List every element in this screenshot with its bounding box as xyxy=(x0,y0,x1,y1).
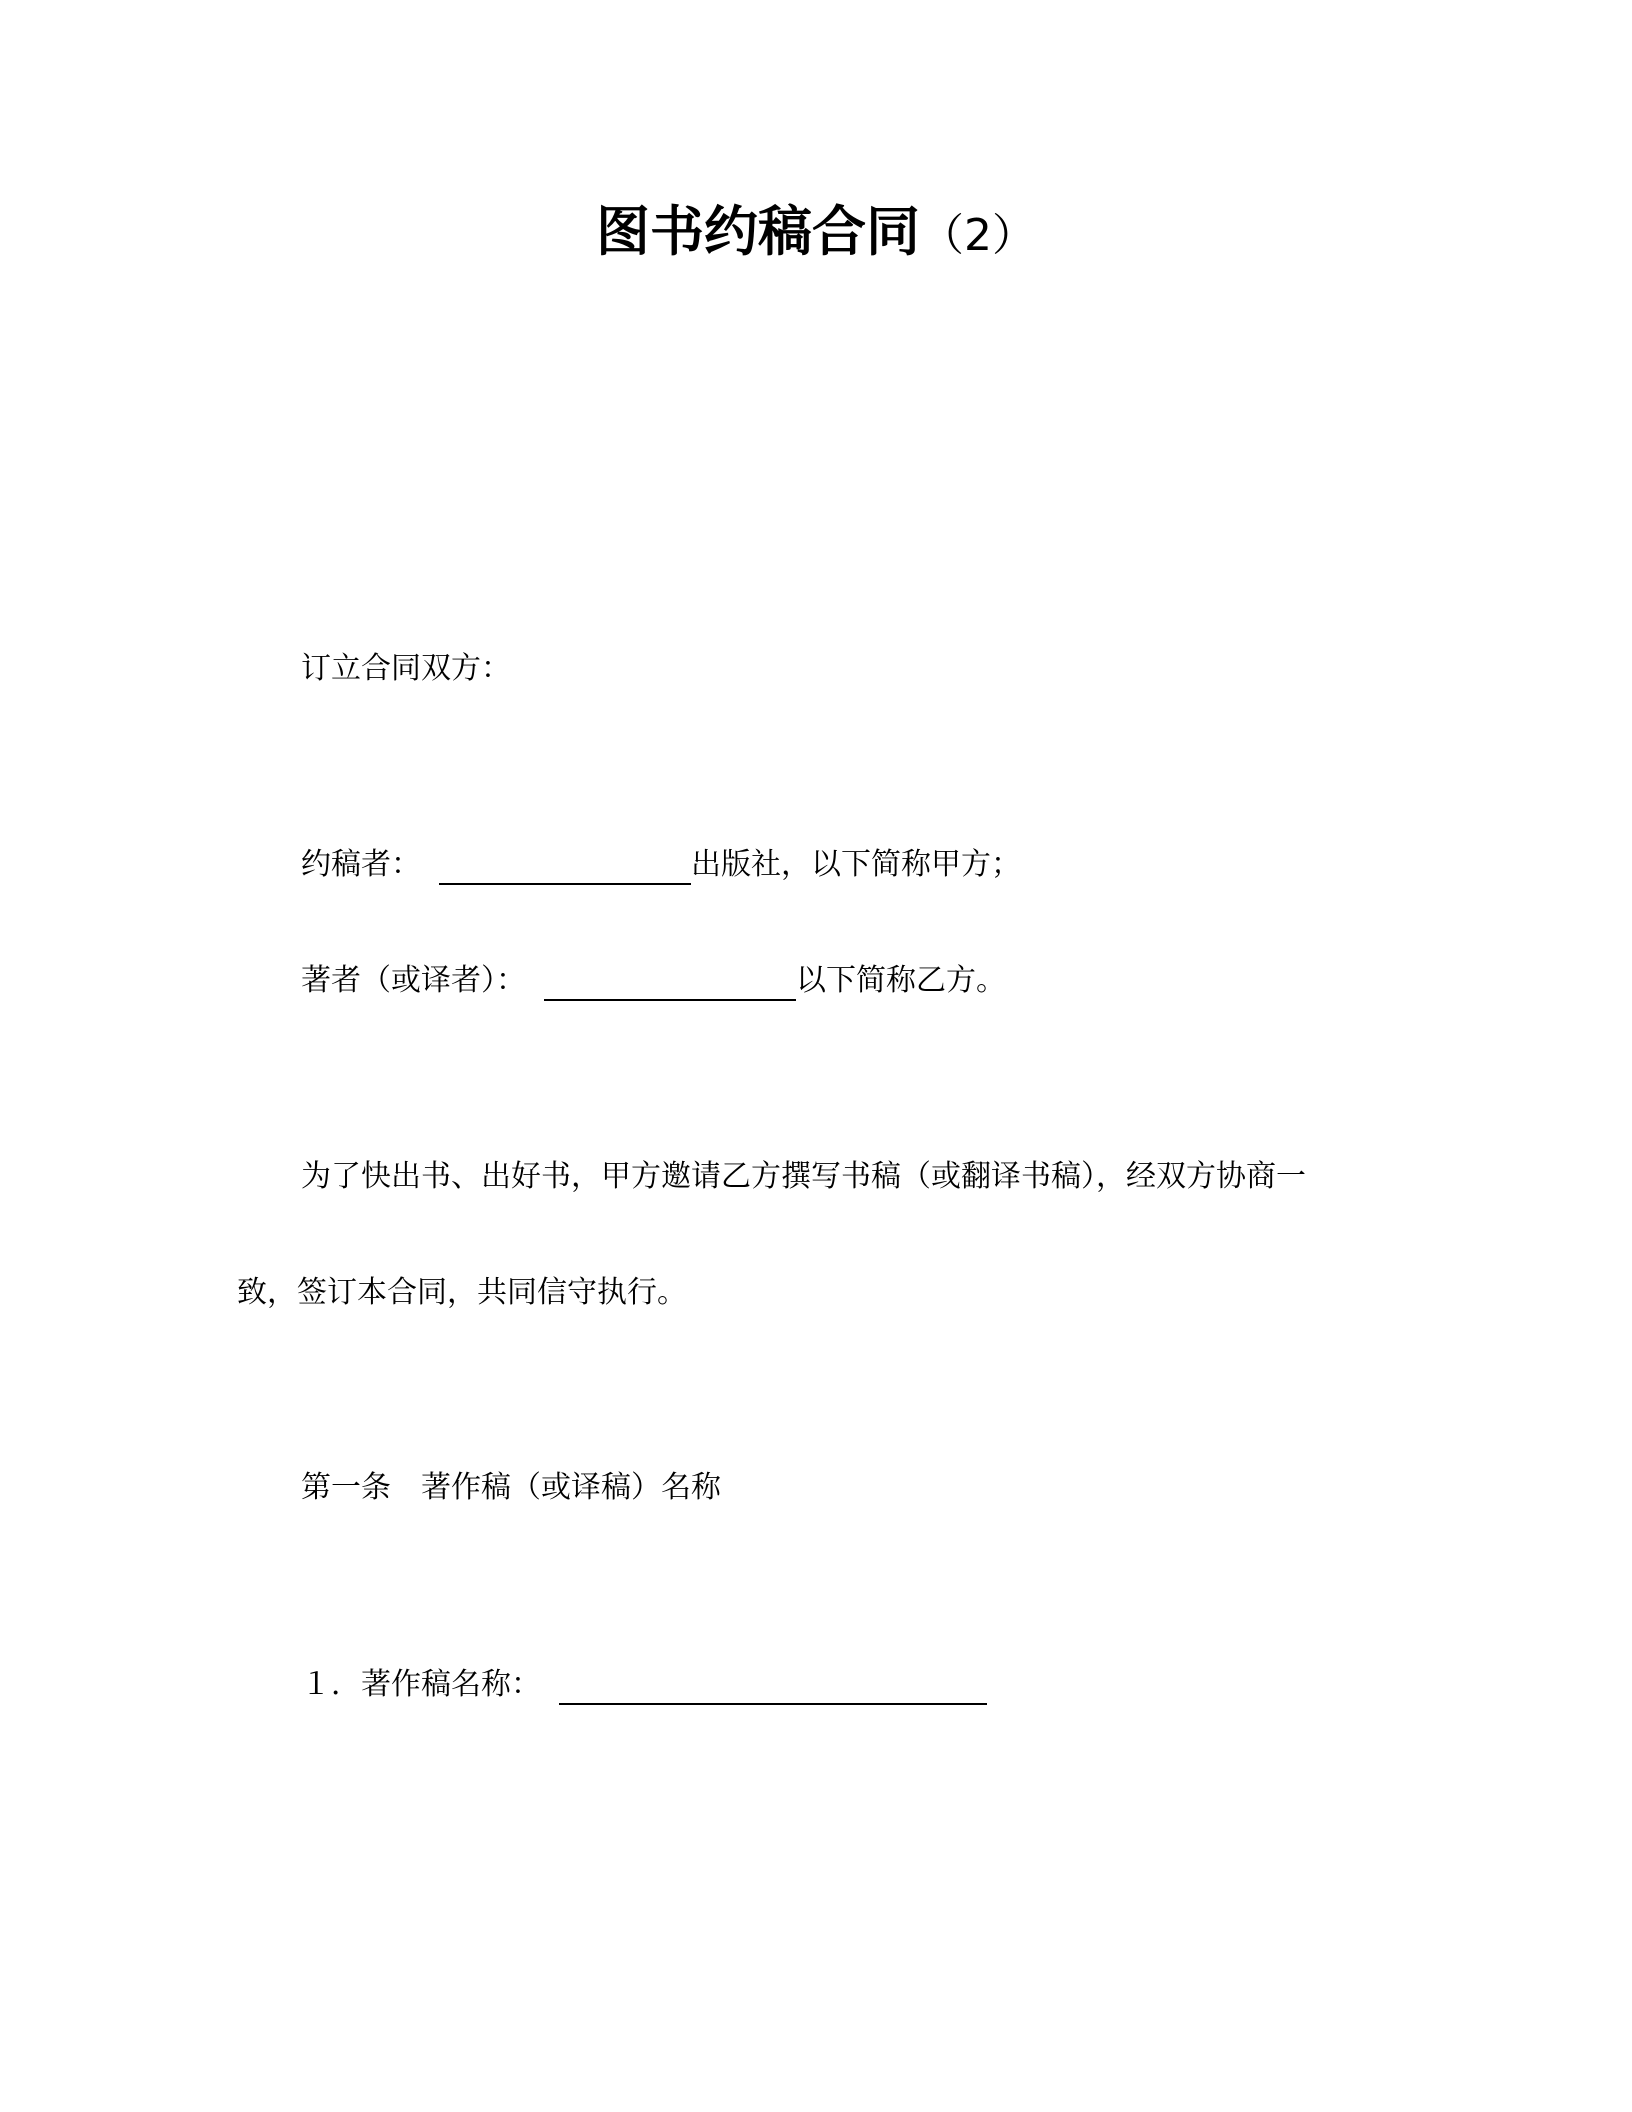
party-a-label: 约稿者： xyxy=(301,847,421,882)
party-b-blank[interactable] xyxy=(544,965,796,1001)
article-1-item-1 xyxy=(301,1665,987,1705)
party-a-suffix: 出版社，以下简称甲方； xyxy=(691,847,1021,882)
party-b-label: 著者（或译者）： xyxy=(301,963,526,998)
title-suffix: （2） xyxy=(920,210,1036,261)
party-b-suffix: 以下简称乙方。 xyxy=(796,963,1006,998)
parties-heading: 订立合同双方： xyxy=(301,651,511,686)
document-title xyxy=(0,196,1632,272)
item-1-label: １．著作稿名称： xyxy=(301,1667,541,1702)
item-1-blank[interactable] xyxy=(559,1669,987,1705)
party-b-line xyxy=(301,961,1006,1001)
party-a-line xyxy=(301,845,1021,885)
intro-line-2: 致，签订本合同，共同信守执行。 xyxy=(237,1275,687,1310)
article-1-heading: 第一条 著作稿（或译稿）名称 xyxy=(301,1470,721,1505)
party-a-blank[interactable] xyxy=(439,849,691,885)
intro-line-1: 为了快出书、出好书，甲方邀请乙方撰写书稿（或翻译书稿），经双方协商一 xyxy=(301,1159,1306,1194)
title-text: 图书约稿合同 xyxy=(596,200,920,263)
